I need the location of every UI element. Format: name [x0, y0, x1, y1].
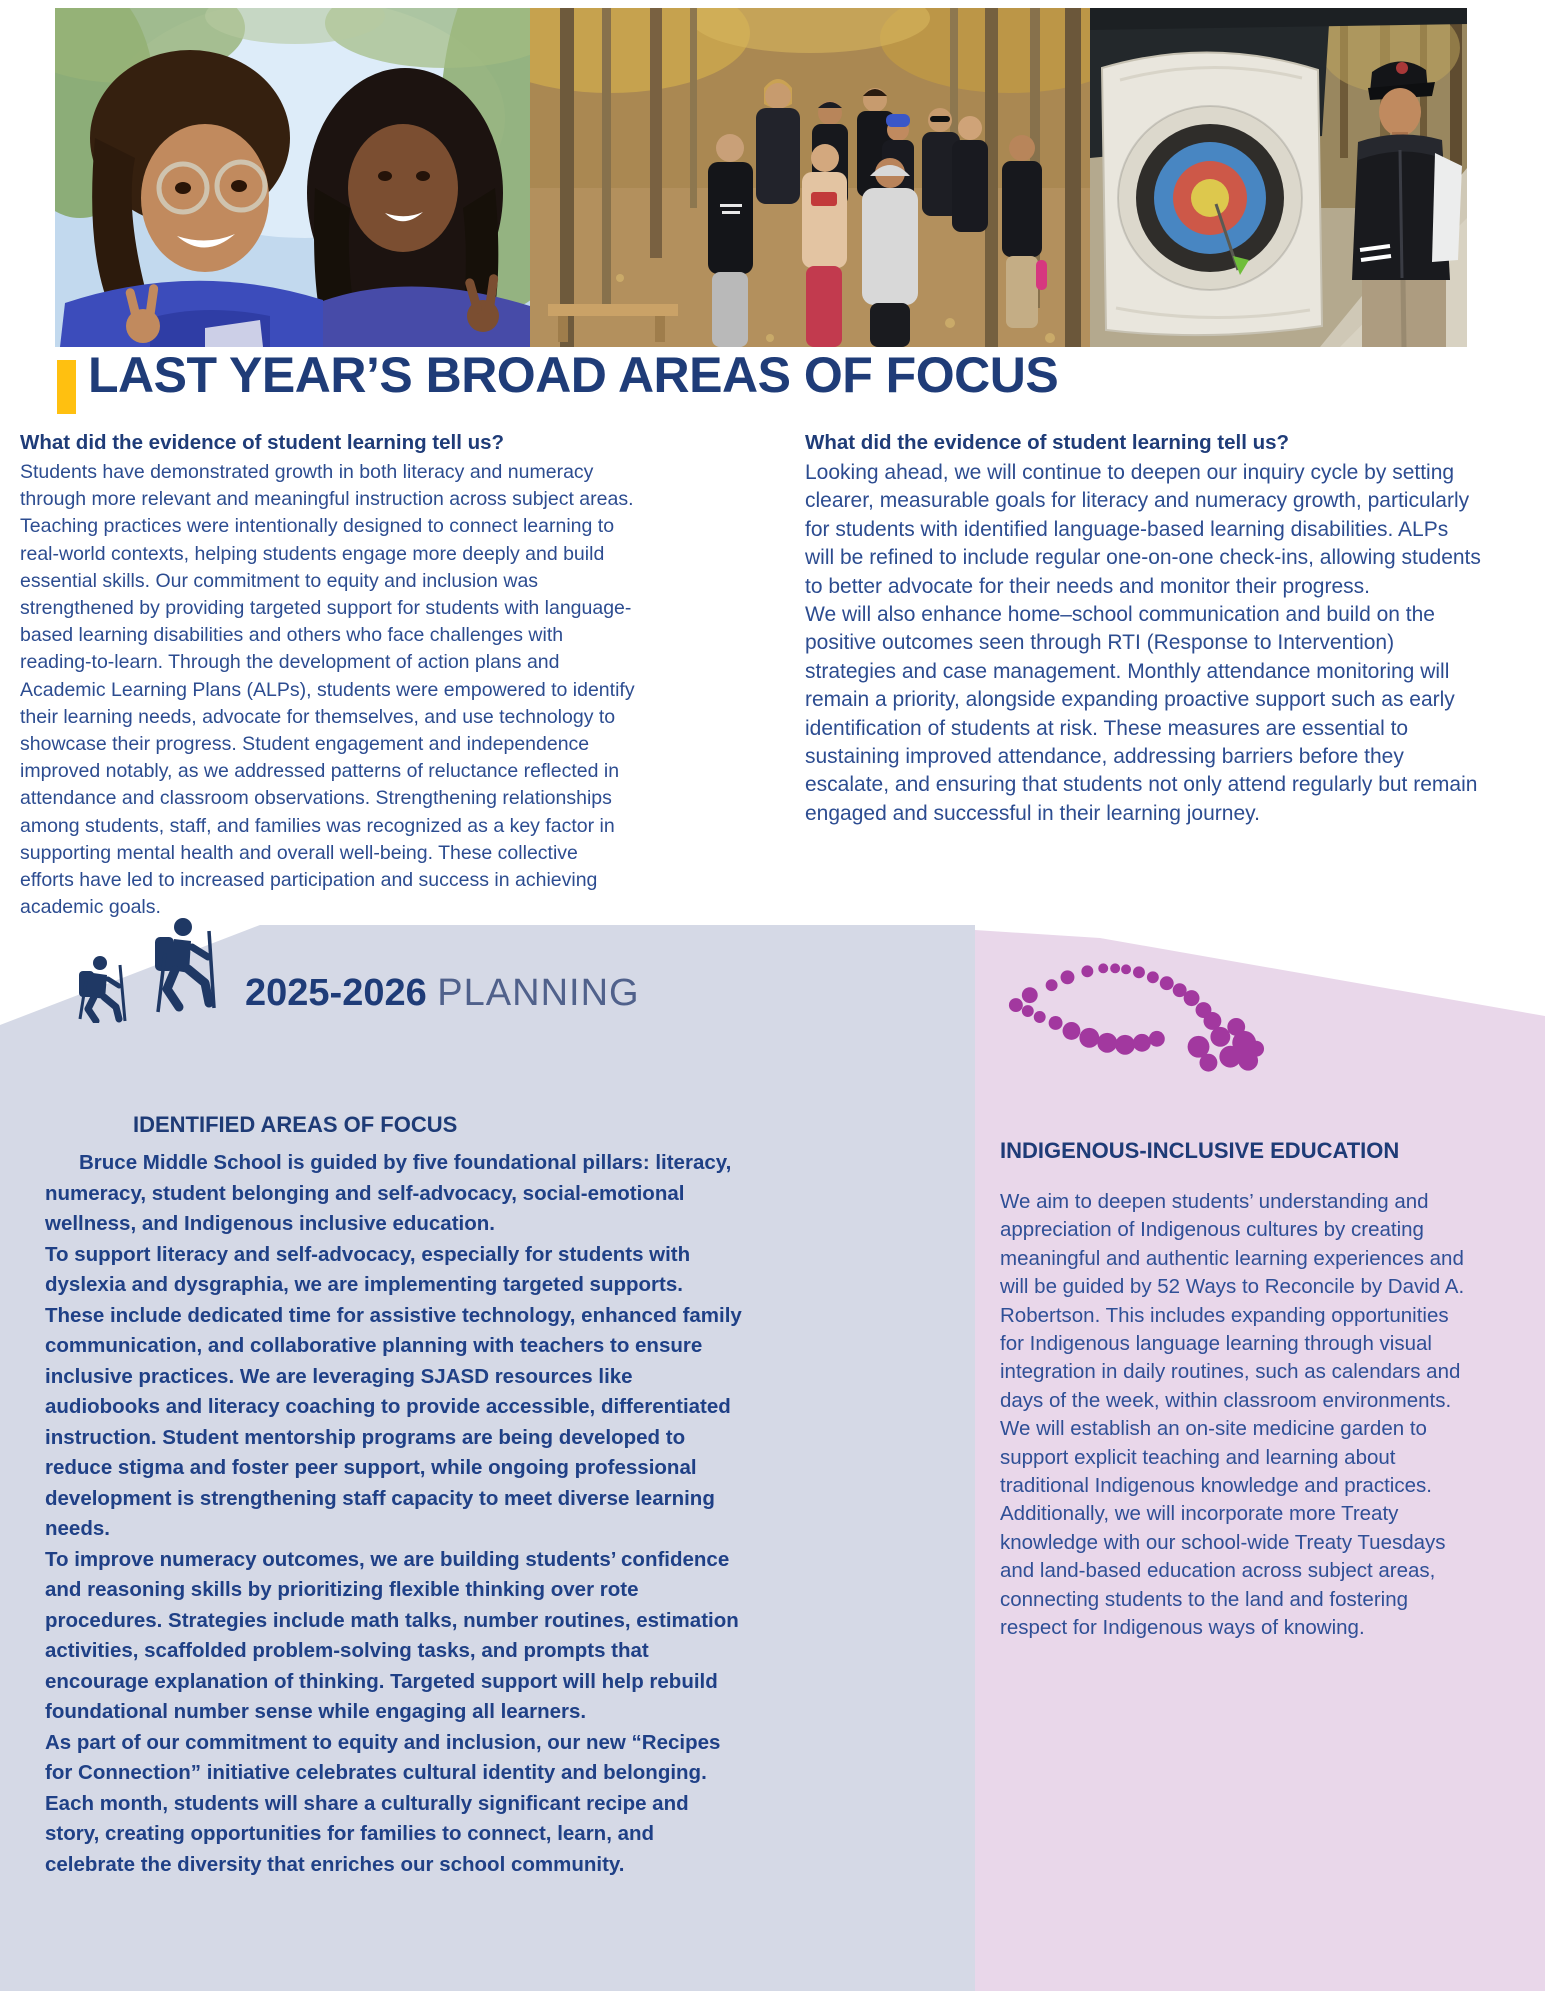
focus-heading: IDENTIFIED AREAS OF FOCUS	[133, 1112, 458, 1137]
evidence-right-para1: Looking ahead, we will continue to deepen our inquiry cycle by setting clearer, measurable goals for literacy and numeracy growth, particularly for students with identified language-based learning disabilities. ALPs will be refined to include regular one-on-one check-ins, allowing students to better advocate for their needs and monitor their progress.	[805, 461, 1481, 598]
photo-student-archery-target	[1090, 8, 1467, 347]
planning-label: PLANNING	[437, 972, 640, 1014]
focus-para1: Bruce Middle School is guided by five foundational pillars: literacy, numeracy, student belonging and self-advocacy, social-emotional wellness, and Indigenous inclusive education.	[45, 1151, 732, 1235]
title-accent-bar	[57, 360, 76, 414]
photo-two-students-peace-signs	[55, 8, 530, 347]
footprint-dots-icon	[1000, 955, 1268, 1075]
photo-student-group-forest	[530, 8, 1090, 347]
planning-heading	[245, 972, 640, 1015]
photo-strip	[55, 8, 1467, 347]
evidence-left-heading: What did the evidence of student learning tell us?	[20, 431, 505, 454]
identified-areas-of-focus-section	[45, 1112, 742, 1880]
indigenous-heading: INDIGENOUS-INCLUSIVE EDUCATION	[1000, 1138, 1400, 1163]
evidence-right-heading: What did the evidence of student learning tell us?	[805, 431, 1290, 454]
evidence-right-column	[805, 430, 1483, 828]
focus-para3: To improve numeracy outcomes, we are building students’ confidence and reasoning skills by prioritizing flexible thinking over rote procedures. Strategies include math talks, number routines, estimation activities, scaffolded problem-solving tasks, and prompts that encourage explanation of thinking. Targeted support will help rebuild foundational number sense while engaging all learners.	[45, 1547, 739, 1723]
indigenous-education-section	[1000, 1138, 1468, 1643]
focus-para4: As part of our commitment to equity and inclusion, our new “Recipes for Connection” initiative celebrates cultural identity and belonging. Each month, students will share a culturally significant recipe and story, creating opportunities for families to connect, learn, and celebrate the diversity that enriches our school community.	[45, 1730, 721, 1876]
hikers-climbing-icon	[62, 913, 242, 1023]
evidence-right-para2: We will also enhance home–school communication and build on the positive outcomes seen through RTI (Response to Intervention) strategies and case management. Monthly attendance monitoring will remain a priority, alongside expanding proactive support such as early identification of students at risk. These measures are essential to sustaining improved attendance, addressing barriers before they escalate, and ensuring that students not only attend regularly but remain engaged and successful in their learning journey.	[805, 603, 1478, 825]
archery-target-icon	[1102, 52, 1322, 335]
focus-para2: To support literacy and self-advocacy, especially for students with dyslexia and dysgraphia, we are implementing targeted supports. These include dedicated time for assistive technology, enhanced family communication, and collaborative planning with teachers to ensure inclusive practices. We are leveraging SJASD resources like audiobooks and literacy coaching to provide accessible, differentiated instruction. Student mentorship programs are being developed to reduce stigma and foster peer support, while ongoing professional development is strengthening staff capacity to meet diverse learning needs.	[45, 1242, 742, 1540]
indigenous-body: We aim to deepen students’ understanding and appreciation of Indigenous cultures by creating meaningful and authentic learning experiences and will be guided by 52 Ways to Reconcile by David A. Robertson. This includes expanding opportunities for Indigenous language learning through visual integration in daily routines, such as calendars and days of the week, within classroom environments. We will establish an on-site medicine garden to support explicit teaching and learning about traditional Indigenous knowledge and practices. Additionally, we will incorporate more Treaty knowledge with our school-wide Treaty Tuesdays and land-based education across subject areas, connecting students to the land and fostering respect for Indigenous ways of knowing.	[1000, 1190, 1465, 1640]
planning-year: 2025-2026	[245, 972, 427, 1014]
evidence-left-column	[20, 430, 636, 921]
evidence-left-body: Students have demonstrated growth in both literacy and numeracy through more relevant and meaningful instruction across subject areas. Teaching practices were intentionally designed to connect learning to real-world contexts, helping students engage more deeply and build essential skills. Our commitment to equity and inclusion was strengthened by providing targeted support for students with language-based learning disabilities and others who face challenges with reading-to-learn. Through the development of action plans and Academic Learning Plans (ALPs), students were empowered to identify their learning needs, advocate for themselves, and use technology to showcase their progress. Student engagement and independence improved notably, as we addressed patterns of reluctance reflected in attendance and classroom observations. Strengthening relationships among students, staff, and families was recognized as a key factor in supporting mental health and overall well-being. These collective efforts have led to increased participation and success in achieving academic goals.	[20, 461, 635, 919]
page-title: LAST YEAR’S BROAD AREAS OF FOCUS	[88, 347, 1059, 403]
